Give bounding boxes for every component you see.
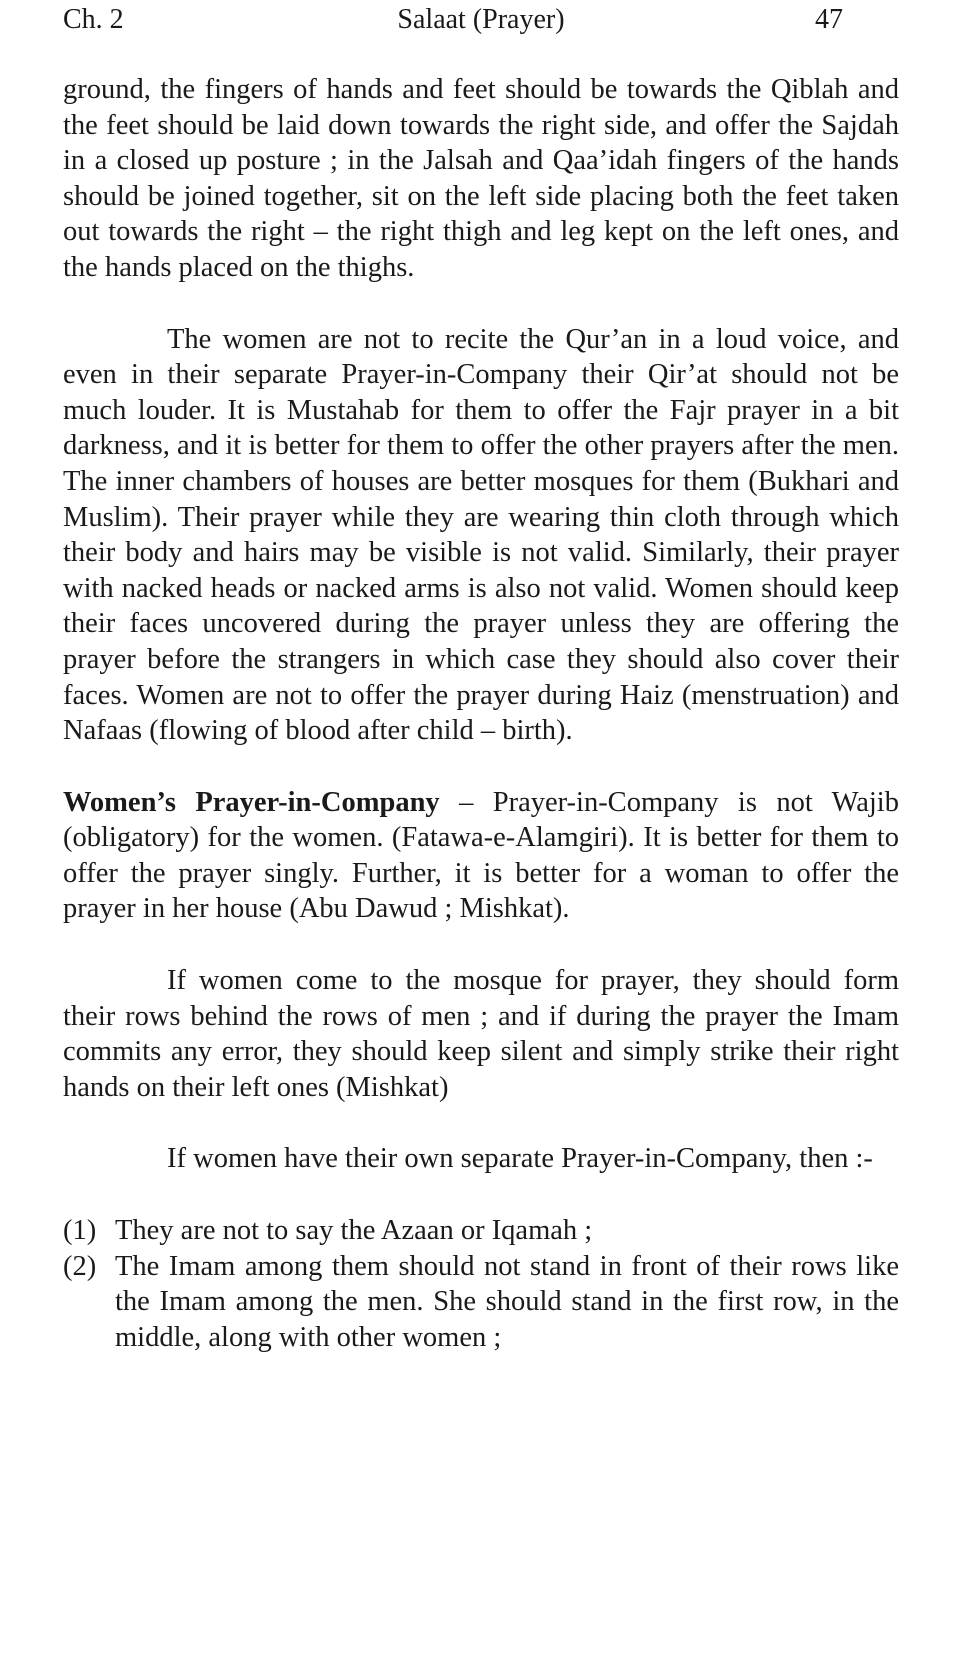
document-page [63, 0, 899, 1355]
section-heading: Women’s Prayer-in-Company [63, 786, 440, 818]
paragraph-recitation: The women are not to recite the Qur’an in a loud voice, and even in their separate Prayer-in-Company their Qir’at should not be much louder. It is Mustahab for them to offer the Fajr prayer in a bit darkness, and it is better for them to offer the other prayers after the men. The inner chambers of houses are better mosques for them (Bukhari and Muslim). Their prayer while they are wearing thin cloth through which their body and hairs may be visible is not valid. Similarly, their prayer with nacked heads or nacked arms is also not valid. Women should keep their faces uncovered during the prayer unless they are offering the prayer before the strangers in which case they should also cover their faces. Women are not to offer the prayer during Haiz (menstruation) and Nafaas (flowing of blood after child – birth). [63, 323, 899, 747]
paragraph-separate-company: If women have their own separate Prayer-in-Company, then :- [167, 1143, 873, 1175]
running-header [63, 0, 899, 40]
list-item-number: (2) [63, 1250, 97, 1282]
numbered-list [63, 1213, 899, 1355]
list-item-number: (1) [63, 1215, 97, 1247]
page-number: 47 [815, 4, 843, 35]
chapter-label: Ch. 2 [63, 4, 124, 35]
section-heading-body: – Prayer-in-Company is not Wajib (obligatory) for the women. (Fatawa-e-Alamgiri). It is better for them to offer the prayer singly. Further, it is better for a woman to offer the prayer in her house (Abu Dawud ; Mishkat). [63, 786, 899, 925]
body-text [63, 72, 899, 1355]
list-item-text: They are not to say the Azaan or Iqamah ; [115, 1215, 593, 1247]
header-title: Salaat (Prayer) [397, 4, 565, 35]
list-item [63, 1249, 899, 1356]
list-item [63, 1213, 899, 1249]
paragraph-posture: ground, the fingers of hands and feet should be towards the Qiblah and the feet should be laid down towards the right side, and offer the Sajdah in a closed up posture ; in the Jalsah and Qaa’idah fingers of the hands should be joined together, sit on the left side placing both the feet taken out towards the right – the right thigh and leg kept on the left ones, and the hands placed on the thighs. [63, 74, 899, 283]
paragraph-mosque-rows: If women come to the mosque for prayer, they should form their rows behind the rows of men ; and if during the prayer the Imam commits any error, they should keep silent and simply strike their right hands on their left ones (Mishkat) [63, 965, 899, 1103]
paragraph-womens-prayer-in-company [63, 785, 899, 927]
list-item-text: The Imam among them should not stand in front of their rows like the Imam among the men. She should stand in the first row, in the middle, along with other women ; [115, 1250, 899, 1353]
